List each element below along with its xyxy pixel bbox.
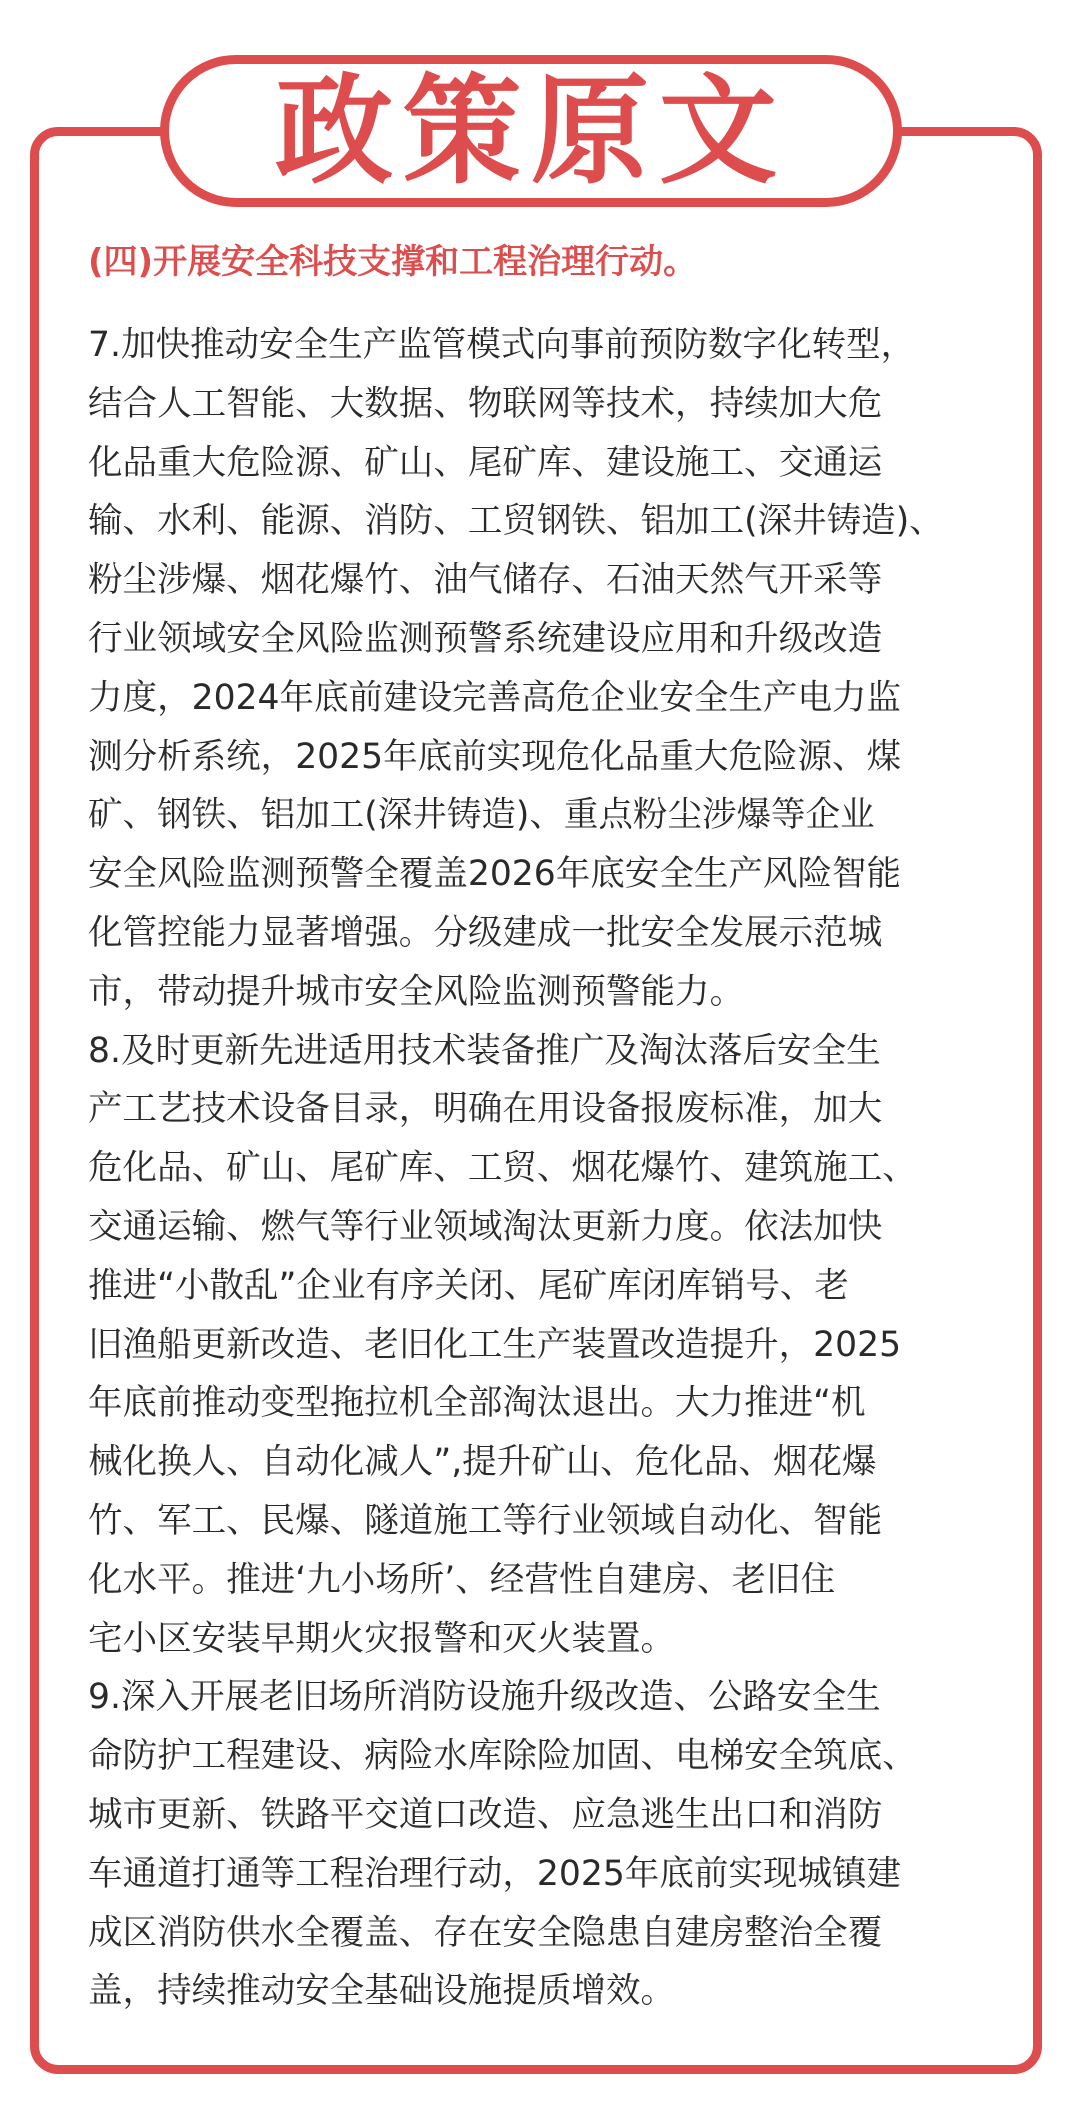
text-line: 城市更新、铁路平交道口改造、应急逃生出口和消防 bbox=[88, 1794, 883, 1835]
text-line: 市，带动提升城市安全风险监测预警能力。 bbox=[88, 971, 745, 1012]
text-line: 械化换人、自动化减人”,提升矿山、危化品、烟花爆 bbox=[88, 1442, 877, 1483]
text-line: 7.加快推动安全生产监管模式向事前预防数字化转型， bbox=[88, 325, 916, 365]
paragraph-item-8 bbox=[88, 1022, 1018, 1669]
text-line: 推进“小散乱”企业有序关闭、尾矿库闭库销号、老 bbox=[88, 1265, 849, 1306]
text-line: 力度，2024年底前建设完善高危企业安全生产电力监 bbox=[88, 677, 902, 718]
text-line: 输、水利、能源、消防、工贸钢铁、铝加工(深井铸造)、 bbox=[88, 501, 944, 542]
text-line: 宅小区安装早期火灾报警和灭火装置。 bbox=[88, 1618, 676, 1659]
text-line: 成区消防供水全覆盖、存在安全隐患自建房整治全覆 bbox=[88, 1912, 883, 1953]
text-line: 9.深入开展老旧场所消防设施升级改造、公路安全生 bbox=[88, 1677, 881, 1718]
paragraph-item-7 bbox=[88, 316, 1018, 1022]
text-line: 化水平。推进‘九小场所’、经营性自建房、老旧住 bbox=[88, 1559, 836, 1600]
text-line: 结合人工智能、大数据、物联网等技术，持续加大危 bbox=[88, 383, 883, 424]
text-line: 粉尘涉爆、烟花爆竹、油气储存、石油天然气开采等 bbox=[88, 560, 883, 601]
text-line: 交通运输、燃气等行业领域淘汰更新力度。依法加快 bbox=[88, 1206, 883, 1247]
page-title: 政策原文 bbox=[274, 62, 787, 200]
text-line: 危化品、矿山、尾矿库、工贸、烟花爆竹、建筑施工、 bbox=[88, 1148, 917, 1189]
text-line: 旧渔船更新改造、老旧化工生产装置改造提升，2025 bbox=[88, 1324, 902, 1365]
text-line: 矿、钢铁、铝加工(深井铸造)、重点粉尘涉爆等企业 bbox=[88, 795, 875, 836]
text-line: 化品重大危险源、矿山、尾矿库、建设施工、交通运 bbox=[88, 442, 883, 483]
text-line: 车通道打通等工程治理行动，2025年底前实现城镇建 bbox=[88, 1853, 902, 1894]
text-line: 8.及时更新先进适用技术装备推广及淘汰落后安全生 bbox=[88, 1030, 881, 1071]
title-badge bbox=[160, 55, 902, 207]
paragraph-item-9 bbox=[88, 1668, 1018, 2021]
text-line: 测分析系统，2025年底前实现危化品重大危险源、煤 bbox=[88, 736, 902, 777]
text-line: 盖，持续推动安全基础设施提质增效。 bbox=[88, 1971, 676, 2012]
section-heading: (四)开展安全科技支撑和工程治理行动。 bbox=[88, 242, 698, 282]
text-line: 年底前推动变型拖拉机全部淘汰退出。大力推进“机 bbox=[88, 1383, 866, 1424]
text-line: 安全风险监测预警全覆盖2026年底安全生产风险智能 bbox=[88, 854, 902, 895]
text-line: 化管控能力显著增强。分级建成一批安全发展示范城 bbox=[88, 912, 883, 953]
text-line: 行业领域安全风险监测预警系统建设应用和升级改造 bbox=[88, 618, 883, 659]
text-line: 命防护工程建设、病险水库除险加固、电梯安全筑底、 bbox=[88, 1736, 917, 1777]
text-line: 竹、军工、民爆、隧道施工等行业领域自动化、智能 bbox=[88, 1500, 883, 1541]
article-body bbox=[88, 232, 1018, 2021]
text-line: 产工艺技术设备目录，明确在用设备报废标准，加大 bbox=[88, 1089, 883, 1130]
